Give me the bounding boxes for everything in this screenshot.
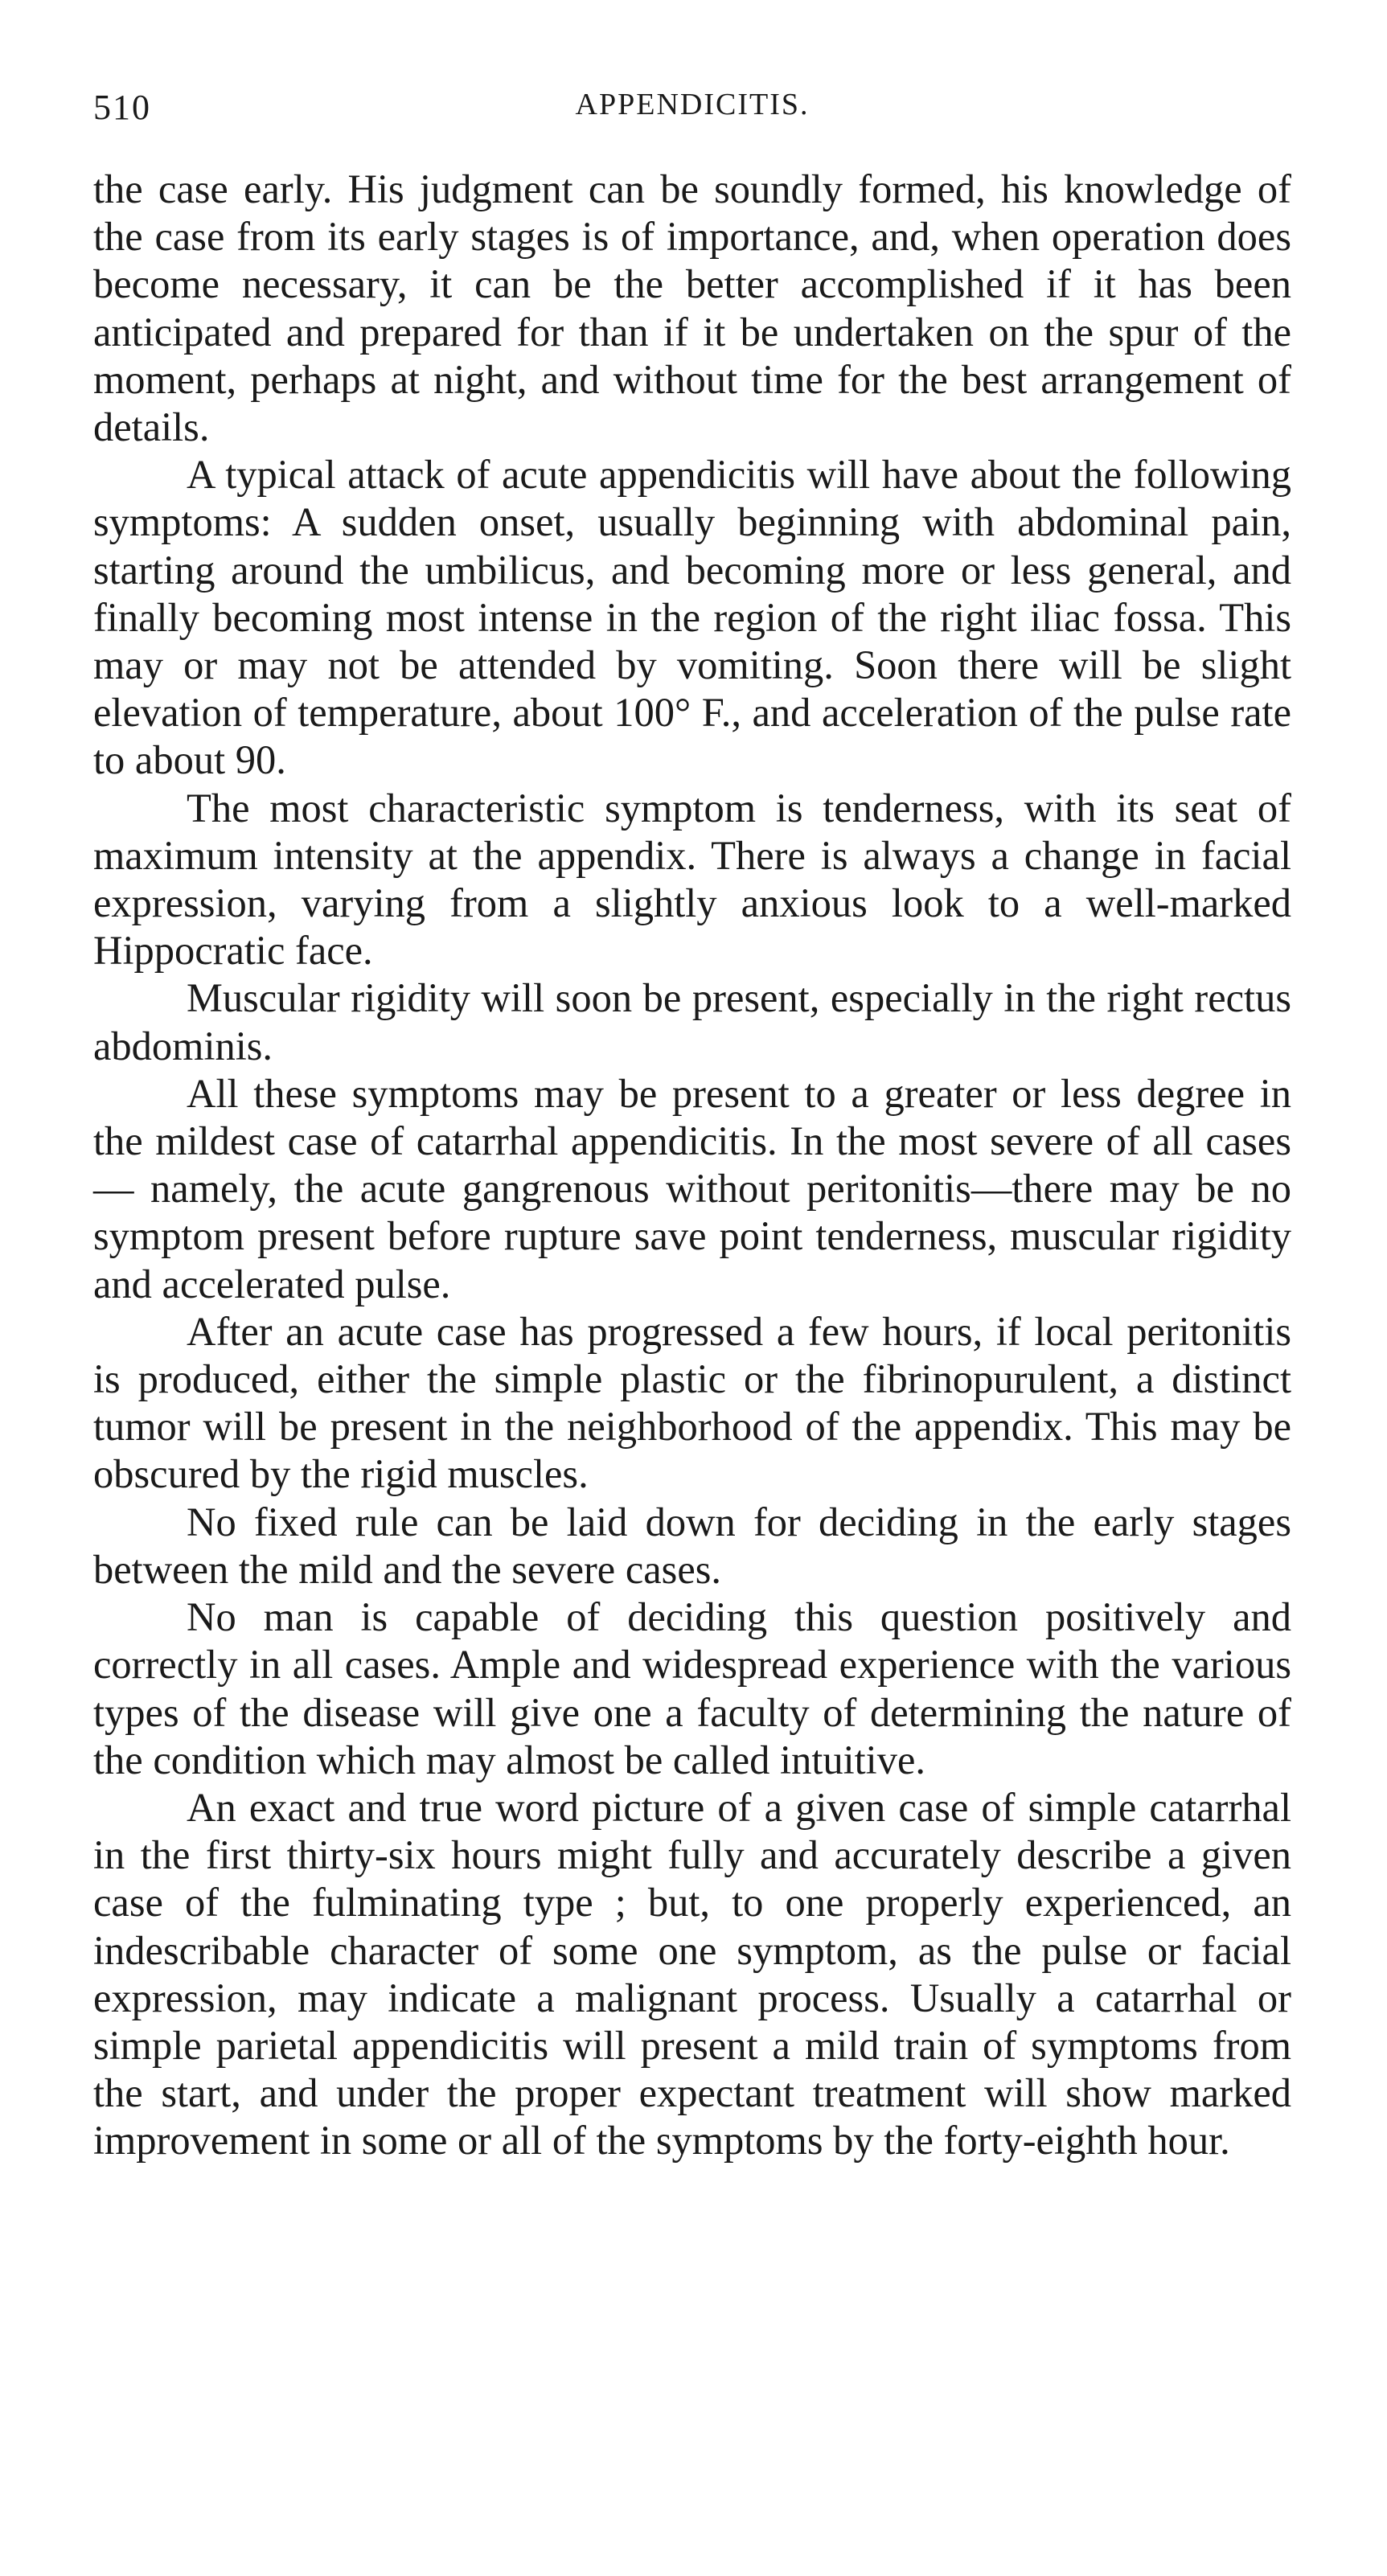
- paragraph-no-man-capable: No man is capable of deciding this question positively and correctly in all cases. Ample and widespread experience with the various types of the disease will give one a faculty of determining the nature of the condition which may almost be called intuitive.: [93, 1594, 1291, 1782]
- paragraph-all-symptoms: All these symptoms may be present to a greater or less degree in the mildest case of catarrhal appendicitis. In the most severe of all cases — namely, the acute gangrenous without peritonitis—there may be no symptom present before rupture save point tenderness, muscular rigidity and accelerated pulse.: [93, 1070, 1291, 1306]
- paragraph-tenderness: The most characteristic symptom is tenderness, with its seat of maximum intensity at the appendix. There is always a change in facial expression, varying from a slightly anxious look to a well-marked Hippocratic face.: [93, 785, 1291, 974]
- running-head: [93, 87, 1291, 138]
- paragraph-local-peritonitis: After an acute case has progressed a few hours, if local peritonitis is produced, either the simple plastic or the fibrinopurulent, a distinct tumor will be present in the neighborhood of the appendix. This may be obscured by the rigid muscles.: [93, 1308, 1291, 1497]
- paragraph-word-picture: An exact and true word picture of a given case of simple catarrhal in the first thirty-six hours might fully and accurately describe a given case of the fulminating type ; but, to one properly experienced, an indescribable character of some one symptom, as the pulse or facial expression, may indicate a malignant process. Usually a catarrhal or simple parietal appendicitis will present a mild train of symptoms from the start, and under the proper expectant treatment will show marked improvement in some or all of the symptoms by the forty-eighth hour.: [93, 1784, 1291, 2164]
- paragraph-no-fixed-rule: No fixed rule can be laid down for deciding in the early stages between the mild and the severe cases.: [93, 1499, 1291, 1592]
- page-number: 510: [93, 88, 151, 127]
- body-text: [93, 166, 1291, 2165]
- running-title: APPENDICITIS.: [575, 88, 810, 121]
- paragraph-continuation: the case early. His judgment can be soundly formed, his knowledge of the case from its early stages is of importance, and, when operation does become necessary, it can be the better accomplished if it has been anticipated and prepared for than if it be undertaken on the spur of the moment, perhaps at night, and without time for the best arrangement of details.: [93, 166, 1291, 450]
- paragraph-typical-attack: A typical attack of acute appendicitis will have about the following symptoms: A sudden onset, usually beginning with abdominal pain, starting around the umbilicus, and becoming more or less general, and finally becoming most intense in the region of the right iliac fossa. This may or may not be attended by vomiting. Soon there will be slight elevation of temperature, about 100° F., and acceleration of the pulse rate to about 90.: [93, 452, 1291, 783]
- paragraph-muscular-rigidity: Muscular rigidity will soon be present, especially in the right rectus abdominis.: [93, 975, 1291, 1069]
